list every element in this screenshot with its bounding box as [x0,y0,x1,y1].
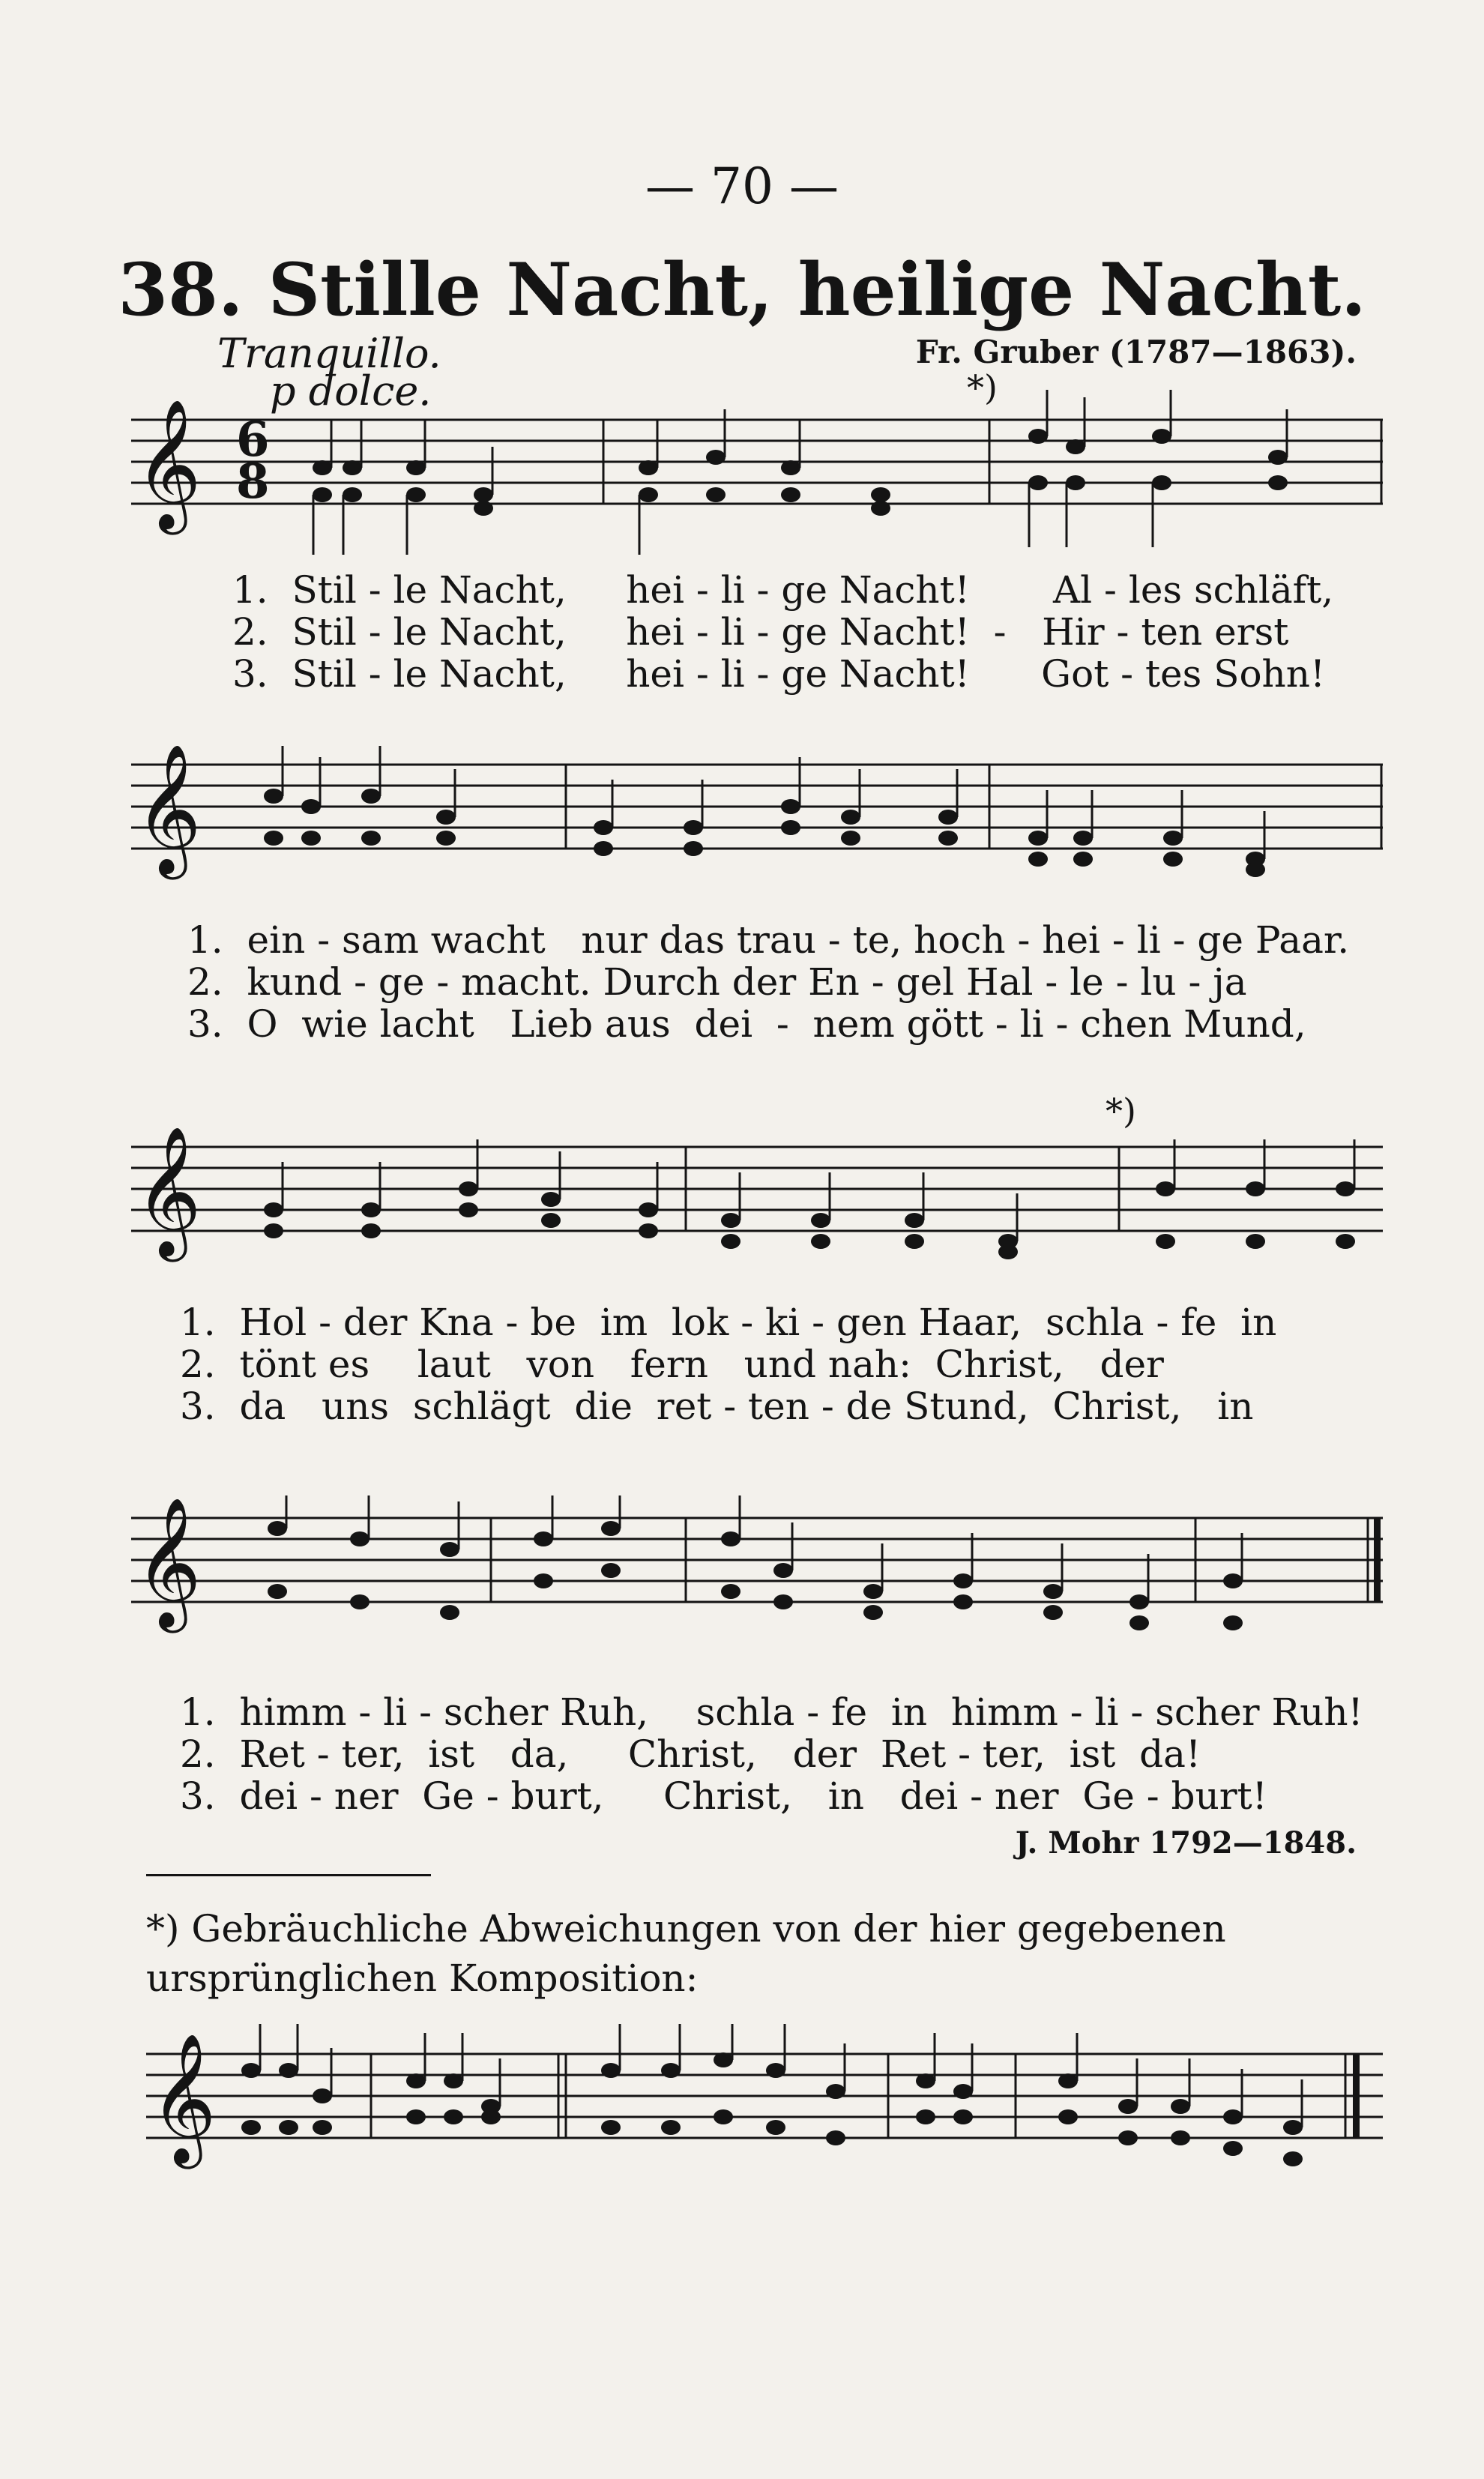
lyric-line: 1. himm - li - scher Ruh, schla - fe in himm - li - scher Ruh! [180,1690,1363,1734]
lyric-line: 3. dei - ner Ge - burt, Christ, in dei - ner Ge - burt! [180,1774,1267,1818]
song-heading [0,247,1484,332]
lyrics-system-3 [0,1301,1484,1518]
music-staff-4 [131,1495,1383,1675]
tempo-marking: Tranquillo. [217,330,441,377]
footnote-divider [146,1874,431,1876]
song-title: Stille Nacht, heilige Nacht. [268,247,1366,332]
lyrics-system-2 [0,918,1484,1136]
svg-text:𝄞: 𝄞 [150,2033,217,2163]
page-number: — 70 — [645,157,839,215]
svg-text:𝄞: 𝄞 [135,1497,202,1627]
lyric-line: 3. Stil - le Nacht, hei - li - ge Nacht! Got - tes Sohn! [232,652,1326,696]
lyricist-credit: J. Mohr 1792—1848. [1015,1825,1357,1861]
lyric-line: 1. Stil - le Nacht, hei - li - ge Nacht! Al - les schläft, [232,568,1334,612]
lyric-line: 1. ein - sam wacht nur das trau - te, hoch - hei - li - ge Paar. [187,918,1350,962]
music-staff-2 [131,742,1383,907]
composer-credit: Fr. Gruber (1787—1863). [915,334,1357,370]
time-signature-bottom: 8 [236,454,270,510]
lyric-line: 3. O wie lacht Lieb aus dei - nem gött - li - chen Mund, [187,1002,1306,1046]
svg-text:𝄞: 𝄞 [135,744,202,874]
music-staff-3 [131,1124,1383,1289]
footnote-text: *) Gebräuchliche Abweichungen von der hier gegebenen ursprünglichen Komposition: [146,1907,1226,2000]
dynamic-marking: p dolce. [270,367,432,415]
time-signature-top: 6 [236,412,270,468]
footnote-mark: *) [967,367,998,408]
lyric-line: 2. kund - ge - macht. Durch der En - gel Hal - le - lu - ja [187,960,1247,1004]
music-staff-1 [131,390,1383,585]
svg-text:𝄞: 𝄞 [135,1126,202,1256]
lyric-line: 2. Stil - le Nacht, hei - li - ge Nacht! - Hir - ten erst [232,610,1289,654]
lyric-line: 3. da uns schlägt die ret - ten - de Stund, Christ, in [180,1385,1254,1428]
footnote-mark: *) [1106,1091,1136,1131]
footnote-music-staff [146,2024,1383,2196]
lyric-line: 1. Hol - der Kna - be im lok - ki - gen Haar, schla - fe in [180,1301,1277,1344]
treble-clef-icon: 𝄞 [135,399,202,529]
lyric-line: 2. Ret - ter, ist da, Christ, der Ret - ter, ist da! [180,1732,1201,1776]
song-number: 38. [118,247,244,332]
lyric-line: 2. tönt es laut von fern und nah: Christ, der [180,1343,1164,1386]
